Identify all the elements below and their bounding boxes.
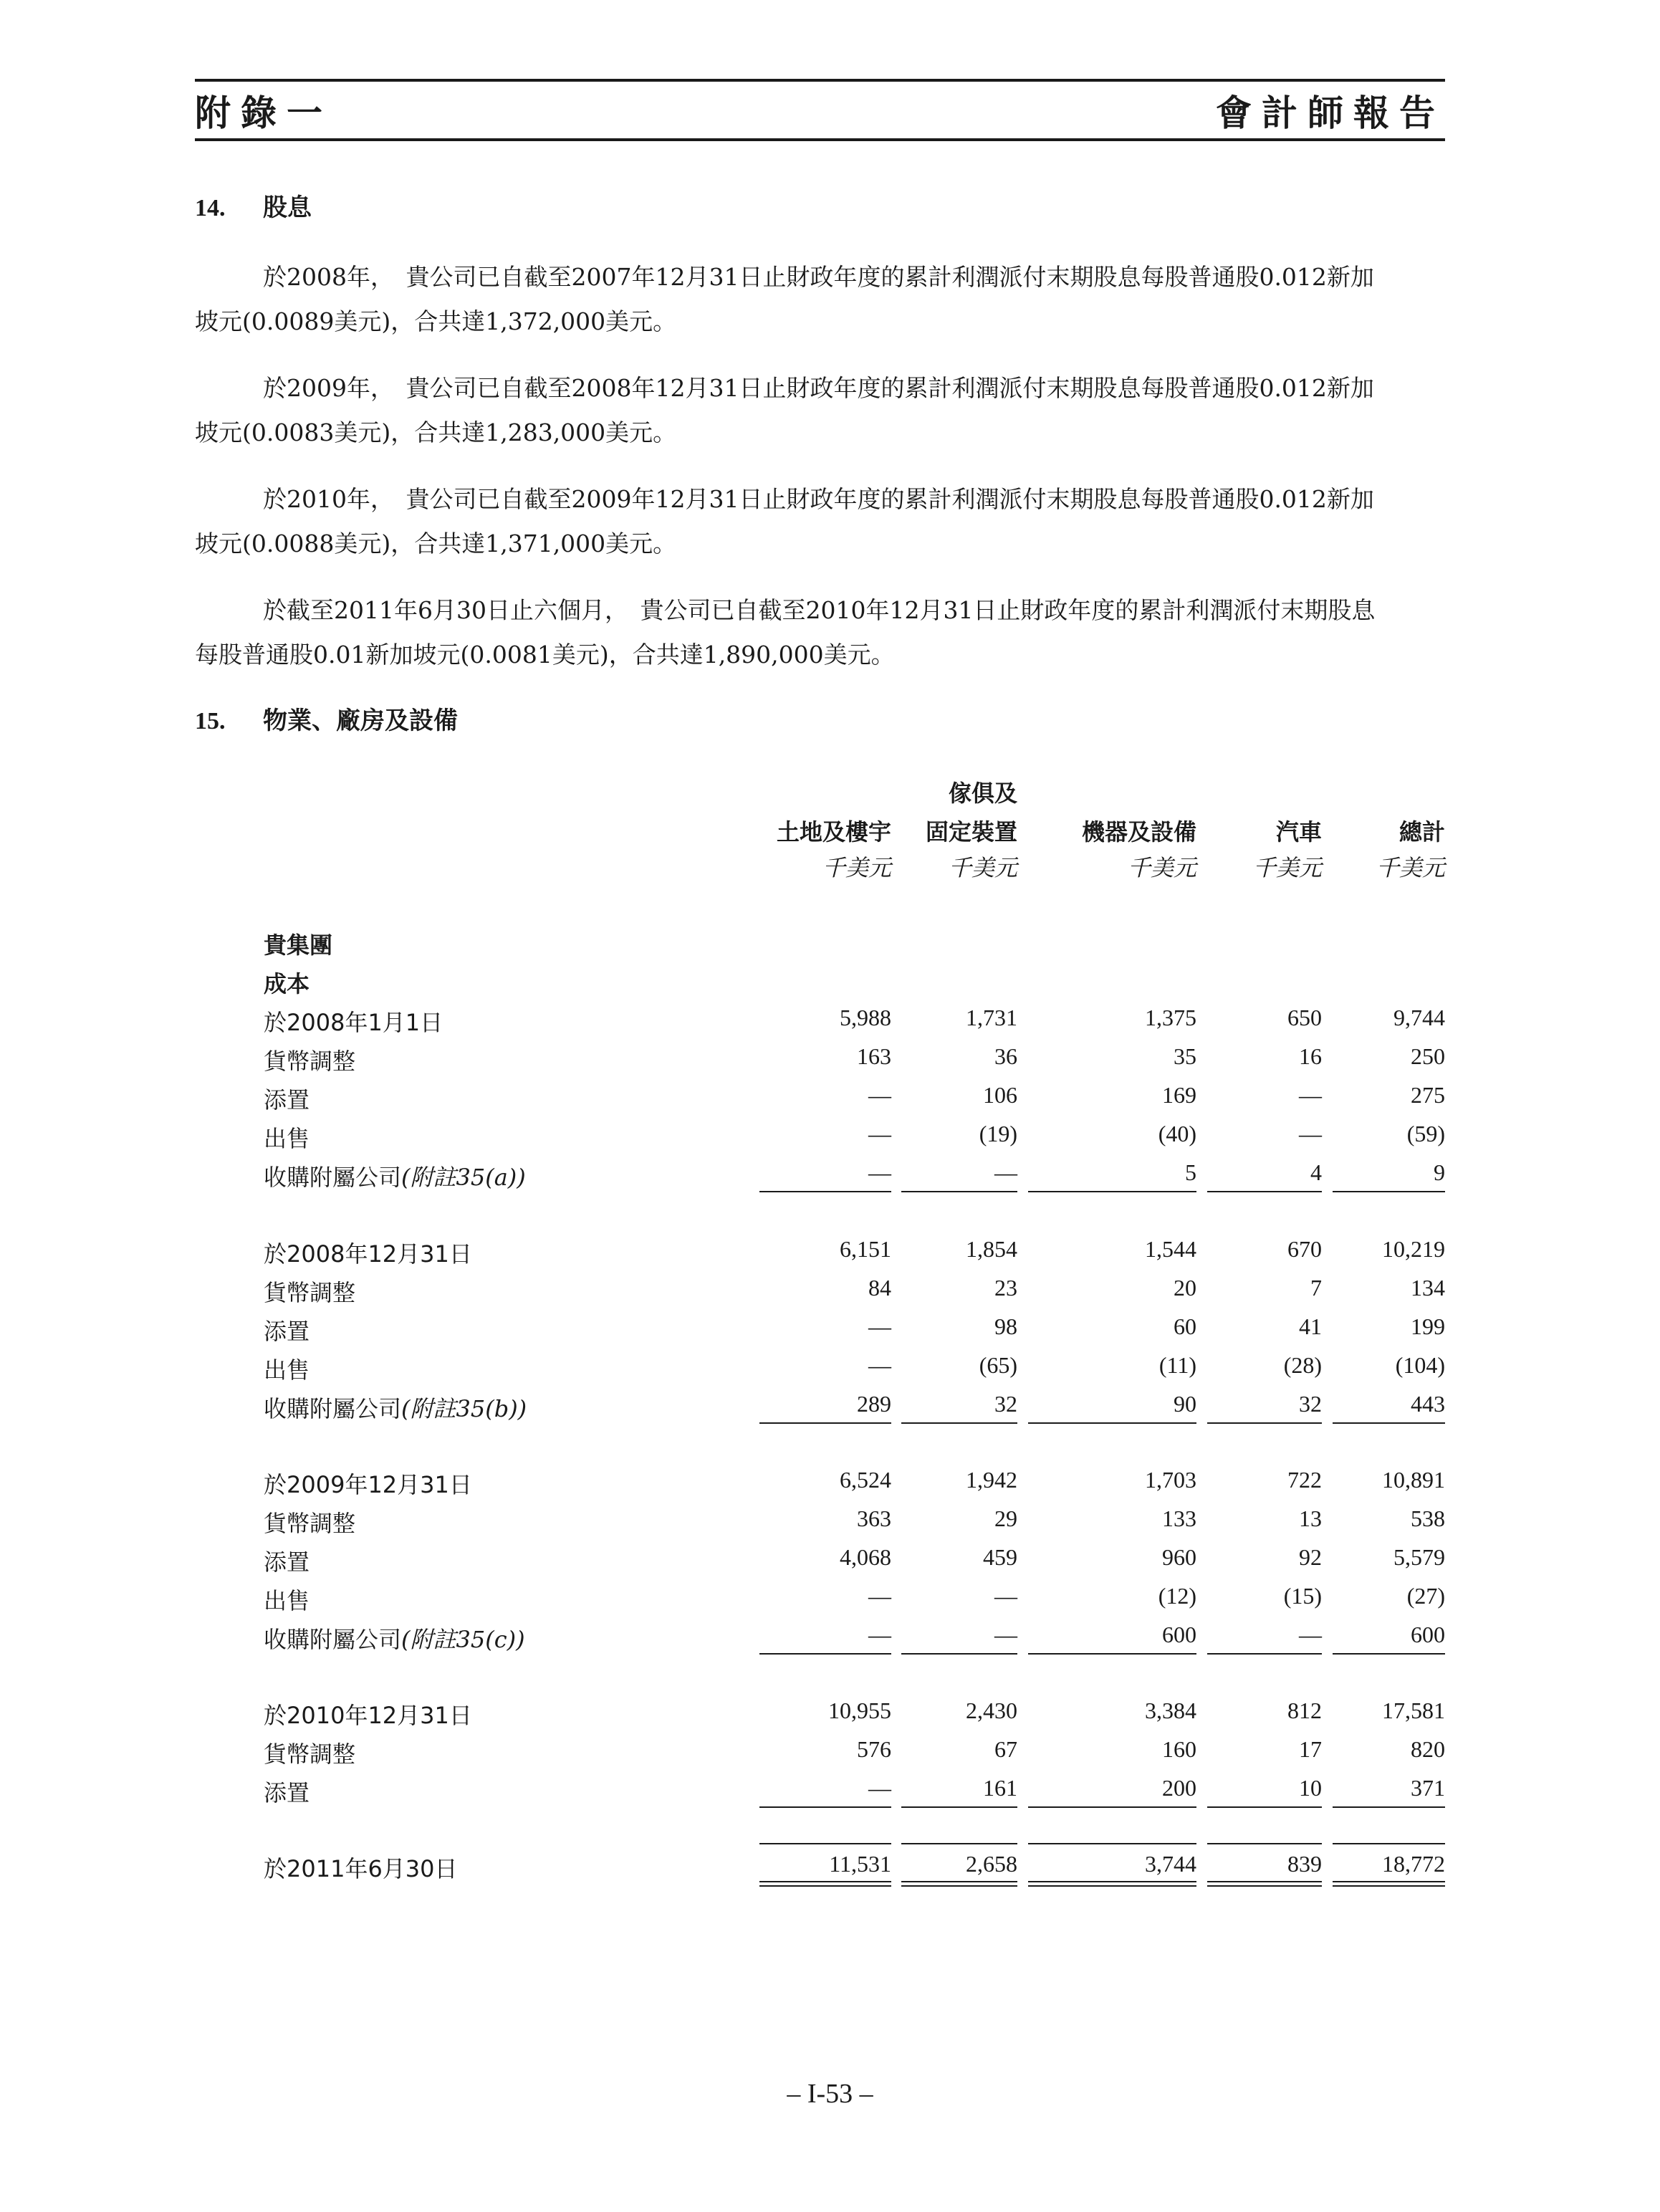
subtotal-rule [1207, 1422, 1322, 1424]
table-cell: 10,219 [1382, 1236, 1445, 1262]
table-cell: 18,772 [1382, 1851, 1445, 1877]
header-rule-top [195, 79, 1445, 82]
section-14-heading [195, 188, 312, 223]
row-label-text: 收購附屬公司 [264, 1626, 402, 1653]
table-cell: 6,151 [840, 1236, 891, 1262]
table-cell: 10,955 [828, 1698, 891, 1723]
column-header: 固定裝置 [925, 818, 1017, 846]
table-cell: — [868, 1583, 891, 1609]
column-unit: 千美元 [822, 854, 891, 881]
subtotal-rule [1028, 1806, 1196, 1808]
table-cell: 5,988 [840, 1005, 891, 1030]
paragraph-line: 於2009年， 貴公司已自截至2008年12月31日止財政年度的累計利潤派付末期股息每股普通股0.012新加 [263, 374, 1374, 402]
column-header: 土地及樓宇 [776, 818, 891, 846]
row-label-text: 出售 [264, 1125, 310, 1152]
dividend-paragraph [195, 366, 1445, 455]
row-label-text: 貨幣調整 [264, 1279, 356, 1306]
section-15-heading [195, 701, 458, 736]
total-top-rule [1333, 1843, 1445, 1844]
table-cell: — [1299, 1622, 1322, 1647]
dividend-paragraph [195, 477, 1445, 566]
report-title: 會計師報告 [1216, 92, 1445, 134]
subtotal-rule [1207, 1191, 1322, 1192]
row-label-text: 於2008年12月31日 [264, 1240, 472, 1268]
subtotal-rule [1028, 1191, 1196, 1192]
row-label [264, 1622, 525, 1655]
section-number: 15. [195, 708, 226, 734]
row-label-text: 於2011年6月30日 [264, 1855, 458, 1882]
table-cell: 163 [857, 1043, 891, 1069]
table-cell: 9,744 [1393, 1005, 1445, 1030]
row-label [264, 1851, 458, 1884]
row-label [264, 1313, 310, 1346]
row-label-text: 添置 [264, 1086, 310, 1114]
column-header: 汽車 [1275, 818, 1322, 846]
subtotal-rule [1028, 1422, 1196, 1424]
paragraph-line: 每股普通股0.01新加坡元(0.0081美元)，合共達1,890,000美元。 [195, 641, 895, 669]
table-cell: 29 [994, 1505, 1017, 1531]
table-cell: 17,581 [1382, 1698, 1445, 1723]
paragraph-line: 於截至2011年6月30日止六個月， 貴公司已自截至2010年12月31日止財政年度的累計利潤派付末期股息 [263, 596, 1376, 624]
table-cell: — [868, 1159, 891, 1185]
table-cell: 200 [1162, 1775, 1196, 1801]
subtotal-rule [1333, 1653, 1445, 1655]
table-cell: (11) [1158, 1352, 1196, 1378]
group-label: 貴集團 [264, 932, 333, 959]
table-cell: 538 [1411, 1505, 1445, 1531]
table-cell: 812 [1287, 1698, 1322, 1723]
table-cell: (104) [1395, 1352, 1445, 1378]
paragraph-line: 於2008年， 貴公司已自截至2007年12月31日止財政年度的累計利潤派付末期股息每股普通股0.012新加 [263, 263, 1374, 291]
row-label [264, 1005, 443, 1038]
subtotal-rule [1333, 1191, 1445, 1192]
table-cell: 275 [1411, 1082, 1445, 1108]
table-cell: 17 [1299, 1736, 1322, 1762]
table-cell: (19) [979, 1121, 1017, 1146]
table-cell: 459 [983, 1544, 1017, 1570]
table-cell: 133 [1162, 1505, 1196, 1531]
appendix-title: 附錄一 [195, 92, 332, 134]
table-cell: 576 [857, 1736, 891, 1762]
total-top-rule [759, 1843, 891, 1844]
subtotal-rule [1333, 1806, 1445, 1808]
table-cell: 41 [1299, 1313, 1322, 1339]
table-cell: — [868, 1775, 891, 1801]
subtotal-rule [1028, 1653, 1196, 1655]
subtotal-rule [759, 1653, 891, 1655]
total-top-rule [1207, 1843, 1322, 1844]
table-cell: 7 [1310, 1275, 1322, 1301]
row-label [264, 1082, 310, 1115]
table-cell: 90 [1174, 1391, 1196, 1417]
table-cell: 36 [994, 1043, 1017, 1069]
table-cell: 1,375 [1145, 1005, 1196, 1030]
paragraph-line: 於2010年， 貴公司已自截至2009年12月31日止財政年度的累計利潤派付末期股息每股普通股0.012新加 [263, 485, 1374, 513]
dividend-paragraph [195, 588, 1445, 677]
table-cell: 600 [1411, 1622, 1445, 1647]
table-cell: 820 [1411, 1736, 1445, 1762]
table-cell: 199 [1411, 1313, 1445, 1339]
row-label [264, 1275, 355, 1308]
table-cell: — [994, 1622, 1017, 1647]
table-cell: 1,703 [1145, 1467, 1196, 1493]
paragraph-line: 坡元(0.0088美元)，合共達1,371,000美元。 [195, 530, 677, 557]
section-title: 股息 [263, 193, 312, 222]
subtotal-rule [901, 1653, 1017, 1655]
row-label [264, 1505, 355, 1538]
table-cell: — [994, 1159, 1017, 1185]
row-label [264, 1391, 527, 1424]
row-note: (附註35(a)) [401, 1164, 526, 1191]
subtotal-rule [901, 1191, 1017, 1192]
row-label-text: 於2010年12月31日 [264, 1702, 472, 1729]
total-double-rule [1028, 1881, 1196, 1887]
table-cell: (27) [1406, 1583, 1445, 1609]
column-unit: 千美元 [1376, 854, 1445, 881]
row-label-text: 添置 [264, 1779, 310, 1806]
table-cell: 32 [1299, 1391, 1322, 1417]
table-cell: 670 [1287, 1236, 1322, 1262]
column-unit: 千美元 [1252, 854, 1322, 881]
column-header: 機器及設備 [1081, 818, 1196, 846]
subtotal-rule [1207, 1806, 1322, 1808]
header-rule-bottom [195, 138, 1445, 141]
row-label [264, 1775, 310, 1808]
table-cell: 6,524 [840, 1467, 891, 1493]
table-cell: 363 [857, 1505, 891, 1531]
dividend-paragraph [195, 255, 1445, 344]
table-cell: 160 [1162, 1736, 1196, 1762]
cost-label: 成本 [264, 970, 310, 997]
table-cell: 161 [983, 1775, 1017, 1801]
row-label [264, 1352, 310, 1385]
table-cell: (65) [979, 1352, 1017, 1378]
table-cell: 98 [994, 1313, 1017, 1339]
column-header: 總計 [1398, 818, 1445, 846]
row-note: (附註35(b)) [401, 1395, 527, 1422]
table-cell: 250 [1411, 1043, 1445, 1069]
table-cell: 84 [868, 1275, 891, 1301]
table-cell: (15) [1283, 1583, 1322, 1609]
table-cell: — [868, 1352, 891, 1378]
table-cell: 3,384 [1145, 1698, 1196, 1723]
row-label [264, 1698, 472, 1730]
total-double-rule [1333, 1881, 1445, 1887]
row-note: (附註35(c)) [401, 1626, 525, 1653]
table-cell: 4 [1310, 1159, 1322, 1185]
table-cell: 23 [994, 1275, 1017, 1301]
table-cell: 1,544 [1145, 1236, 1196, 1262]
row-label-text: 於2009年12月31日 [264, 1471, 472, 1498]
row-label [264, 1467, 472, 1500]
table-cell: 35 [1174, 1043, 1196, 1069]
table-cell: 13 [1299, 1505, 1322, 1531]
table-cell: 106 [983, 1082, 1017, 1108]
row-label [264, 1583, 310, 1616]
table-cell: 2,430 [966, 1698, 1017, 1723]
row-label-text: 貨幣調整 [264, 1510, 356, 1537]
table-cell: 60 [1174, 1313, 1196, 1339]
table-cell: 960 [1162, 1544, 1196, 1570]
table-cell: 10 [1299, 1775, 1322, 1801]
row-label-text: 於2008年1月1日 [264, 1009, 443, 1036]
table-cell: 3,744 [1145, 1851, 1196, 1877]
table-cell: — [868, 1622, 891, 1647]
row-label [264, 1236, 472, 1269]
table-cell: (59) [1406, 1121, 1445, 1146]
table-cell: (40) [1158, 1121, 1196, 1146]
column-unit: 千美元 [948, 854, 1017, 881]
subtotal-rule [759, 1191, 891, 1192]
subtotal-rule [1207, 1653, 1322, 1655]
table-cell: 92 [1299, 1544, 1322, 1570]
section-title: 物業、廠房及設備 [263, 707, 458, 735]
row-label [264, 1544, 310, 1577]
row-label-text: 出售 [264, 1356, 310, 1384]
row-label-text: 出售 [264, 1587, 310, 1614]
column-unit: 千美元 [1127, 854, 1196, 881]
table-cell: 16 [1299, 1043, 1322, 1069]
paragraph-line: 坡元(0.0083美元)，合共達1,283,000美元。 [195, 418, 677, 446]
section-number: 14. [195, 195, 226, 221]
table-cell: 1,942 [966, 1467, 1017, 1493]
row-label [264, 1043, 355, 1076]
table-cell: 32 [994, 1391, 1017, 1417]
subtotal-rule [901, 1806, 1017, 1808]
table-cell: 4,068 [840, 1544, 891, 1570]
table-cell: 134 [1411, 1275, 1445, 1301]
table-cell: 289 [857, 1391, 891, 1417]
subtotal-rule [901, 1422, 1017, 1424]
table-cell: — [1299, 1082, 1322, 1108]
table-cell: — [868, 1082, 891, 1108]
table-cell: 443 [1411, 1391, 1445, 1417]
total-double-rule [901, 1881, 1017, 1887]
row-label-text: 收購附屬公司 [264, 1164, 402, 1191]
table-cell: 600 [1162, 1622, 1196, 1647]
table-cell: 722 [1287, 1467, 1322, 1493]
table-cell: — [868, 1121, 891, 1146]
table-cell: — [868, 1313, 891, 1339]
row-label-text: 添置 [264, 1548, 310, 1576]
row-label [264, 1159, 526, 1192]
table-cell: 169 [1162, 1082, 1196, 1108]
table-cell: — [994, 1583, 1017, 1609]
table-cell: 1,854 [966, 1236, 1017, 1262]
table-cell: 9 [1434, 1159, 1445, 1185]
page-number: – I-53 – [787, 2079, 873, 2109]
subtotal-rule [1333, 1422, 1445, 1424]
row-label-text: 收購附屬公司 [264, 1395, 402, 1422]
table-cell: 839 [1287, 1851, 1322, 1877]
table-cell: 1,731 [966, 1005, 1017, 1030]
table-cell: 11,531 [829, 1851, 891, 1877]
total-top-rule [901, 1843, 1017, 1844]
table-cell: 5 [1185, 1159, 1196, 1185]
table-cell: (28) [1283, 1352, 1322, 1378]
row-label [264, 1736, 355, 1769]
column-header-line1: 傢俱及 [948, 780, 1017, 807]
table-cell: 5,579 [1393, 1544, 1445, 1570]
table-cell: (12) [1158, 1583, 1196, 1609]
table-cell: 20 [1174, 1275, 1196, 1301]
subtotal-rule [759, 1422, 891, 1424]
paragraph-line: 坡元(0.0089美元)，合共達1,372,000美元。 [195, 307, 677, 335]
total-double-rule [759, 1881, 891, 1887]
row-label [264, 1121, 310, 1154]
total-top-rule [1028, 1843, 1196, 1844]
table-cell: 2,658 [966, 1851, 1017, 1877]
table-cell: 650 [1287, 1005, 1322, 1030]
table-cell: 67 [994, 1736, 1017, 1762]
total-double-rule [1207, 1881, 1322, 1887]
row-label-text: 添置 [264, 1318, 310, 1345]
table-cell: 371 [1411, 1775, 1445, 1801]
row-label-text: 貨幣調整 [264, 1048, 356, 1075]
subtotal-rule [759, 1806, 891, 1808]
row-label-text: 貨幣調整 [264, 1741, 356, 1768]
table-cell: — [1299, 1121, 1322, 1146]
table-cell: 10,891 [1382, 1467, 1445, 1493]
